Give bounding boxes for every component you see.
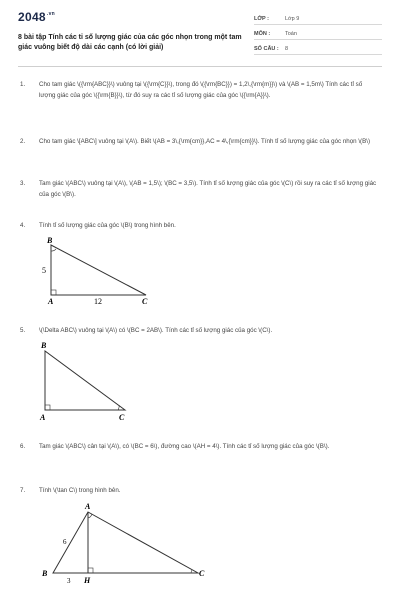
question-text: Cho tam giác \({\rm{ABC}}\) vuông tại \({\rm{C}}\), trong đó \({\rm{BC}}) = 1,2\,{\rm{m}}\) và \(AB = 1,5m\) Tính các tỉ số lượng giác của góc \({\rm{B}}\), từ đó suy ra các tỉ số lượng giác của góc \({\rm{A}}\). bbox=[39, 81, 363, 99]
question-number: 7. bbox=[20, 487, 26, 494]
grade-value: Lớp 9 bbox=[285, 16, 300, 22]
triangle-abc bbox=[45, 351, 125, 410]
vertex-label-a: A bbox=[40, 413, 46, 422]
figure-q7-triangle bbox=[36, 498, 216, 590]
question-text: Tính \(\tan C\) trong hình bên. bbox=[39, 487, 121, 494]
right-angle-mark bbox=[88, 568, 93, 573]
side-length-bh: 3 bbox=[67, 577, 71, 585]
question-text: Tam giác \(ABC\) vuông tại \(A\), \(AB = 1,5\); \(BC = 3,5\). Tính tỉ số lượng giác của góc \(C\) rồi suy ra các tỉ số lượng giác của góc \(B\). bbox=[39, 180, 377, 198]
grade-label: LỚP : bbox=[254, 16, 269, 22]
vertex-label-c: C bbox=[199, 569, 205, 578]
question-number: 2. bbox=[20, 138, 26, 145]
vertex-label-b: B bbox=[47, 236, 53, 245]
right-angle-mark bbox=[51, 290, 56, 295]
vertex-label-b: B bbox=[41, 341, 47, 350]
logo-domain: .vn bbox=[46, 11, 56, 17]
header-divider bbox=[18, 66, 382, 67]
worksheet-header bbox=[0, 0, 400, 64]
question-text: Cho tam giác \[ABC\] vuông tại \(A\). Biết \(AB = 3\,{\rm{cm}},AC = 4\,{\rm{cm}}\). Tính tỉ số lượng giác của góc nhọn \(B\) bbox=[39, 138, 371, 145]
side-length-ab: 6 bbox=[63, 538, 67, 546]
question-text: Tam giác \(ABC\) cân tại \(A\), có \(BC = 6\), đường cao \(AH = 4\). Tính các tỉ số lượng giác của góc \(B\). bbox=[39, 443, 330, 450]
angle-mark-a bbox=[88, 514, 92, 518]
vertex-label-a: A bbox=[85, 502, 91, 511]
vertex-label-c: C bbox=[119, 413, 125, 422]
vertex-label-b: B bbox=[42, 569, 48, 578]
figure-q4-triangle bbox=[38, 234, 158, 306]
question-number: 4. bbox=[20, 222, 26, 229]
vertex-label-a: A bbox=[48, 297, 54, 306]
vertex-label-c: C bbox=[142, 297, 148, 306]
subject-row bbox=[254, 29, 382, 40]
vertex-label-h: H bbox=[84, 576, 91, 585]
site-logo[interactable] bbox=[18, 10, 55, 24]
question-number: 3. bbox=[20, 180, 26, 187]
subject-value: Toán bbox=[285, 31, 297, 37]
figure-q5-triangle bbox=[38, 338, 138, 424]
question-number: 1. bbox=[20, 81, 26, 88]
page-title: 8 bài tập Tính các tỉ số lượng giác của các góc nhọn trong một tam giác vuông biết độ dài các cạnh (có lời giải) bbox=[18, 34, 242, 51]
question-count-row bbox=[254, 44, 382, 55]
angle-mark-b bbox=[51, 249, 56, 251]
subject-label: MÔN : bbox=[254, 31, 271, 37]
question-count-label: SỐ CÂU : bbox=[254, 46, 279, 52]
grade-row bbox=[254, 14, 382, 25]
question-number: 6. bbox=[20, 443, 26, 450]
side-length-ac: 12 bbox=[94, 297, 102, 306]
logo-text: 2048 bbox=[18, 10, 46, 24]
question-text: Tính tỉ số lượng giác của góc \(B\) trong hình bên. bbox=[39, 222, 176, 229]
triangle-abc bbox=[51, 245, 146, 295]
side-length-ab: 5 bbox=[42, 266, 46, 275]
question-count-value: 8 bbox=[285, 46, 289, 52]
right-angle-mark bbox=[45, 405, 50, 410]
triangle-abc bbox=[53, 512, 198, 573]
question-number: 5. bbox=[20, 327, 26, 334]
question-text: \(\Delta ABC\) vuông tại \(A\) có \(BC = 2AB\). Tính các tỉ số lượng giác của góc \(C\). bbox=[39, 327, 273, 334]
